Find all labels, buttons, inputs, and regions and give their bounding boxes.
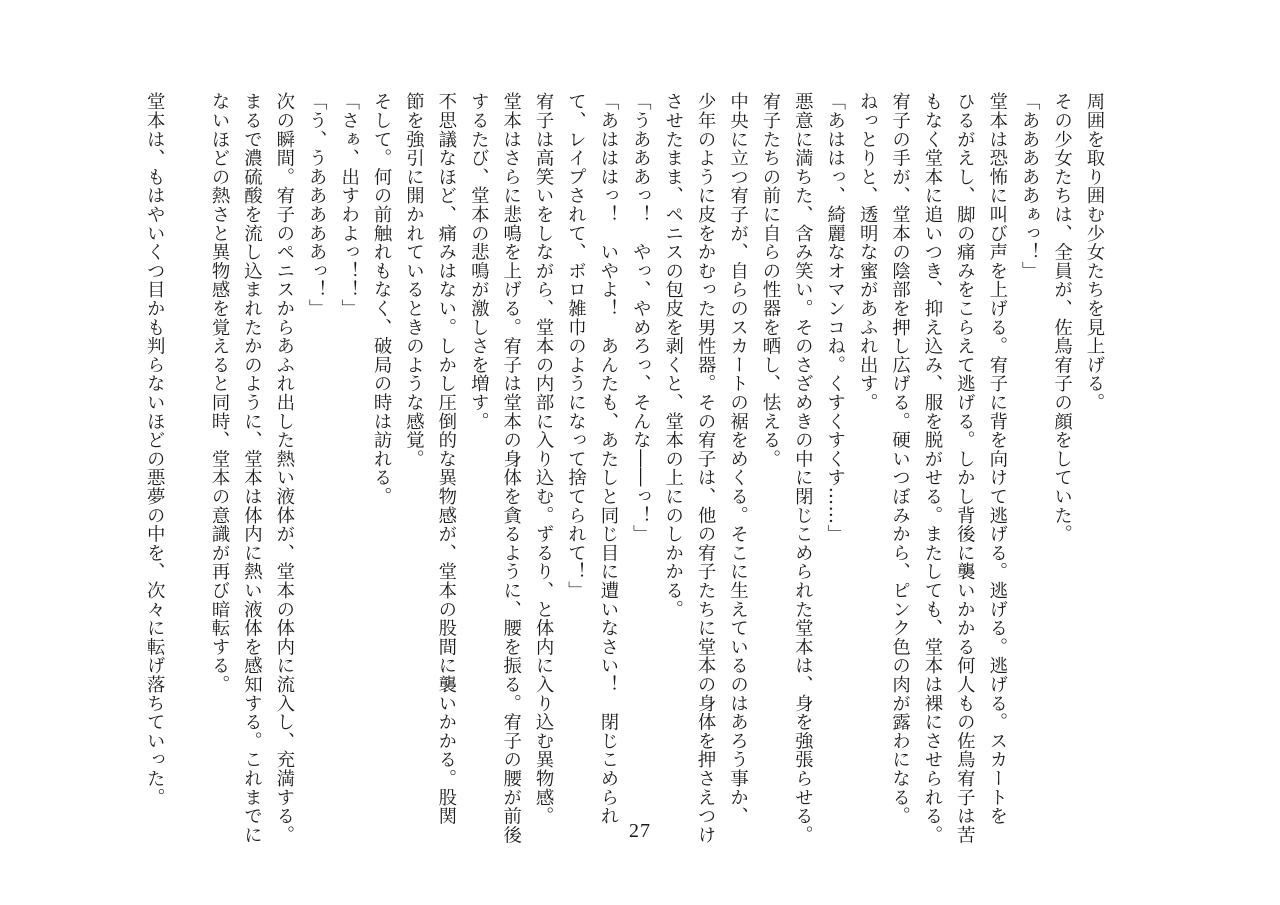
text-line: 少年のように皮をかむった男性器。その宥子は、他の宥子たちに堂本の身体を押さえつけ [695,92,717,844]
text-line: 悪意に満ちた、含み笑い。そのさざめきの中に閉じこめられた堂本は、身を強張らせる。 [792,92,814,844]
text-line: ねっとりと、透明な蜜があふれ出す。 [857,92,879,412]
text-line: 「あはははっ！ いやよ！ あんたも、あたしと同じ目に遭いなさい！ 閉じこめられ [597,92,619,826]
text-line: まるで濃硫酸を流し込まれたかのように、堂本は体内に熱い液体を感知する。これまでに [241,92,263,844]
text-line: 次の瞬間。宥子のペニスからあふれ出した熱い液体が、堂本の体内に流入し、充満する。 [273,92,295,844]
text-line: 宥子の手が、堂本の陰部を押し広げる。硬いつぼみから、ピンク色の肉が露わになる。 [889,92,911,826]
text-line: ひるがえし、脚の痛みをこらえて逃げる。しかし背後に襲いかかる何人もの佐鳥宥子は苦 [954,92,976,844]
text-line: 不思議なほど、痛みはない。しかし圧倒的な異物感が、堂本の股間に襲いかかる。股関 [435,92,457,826]
page-number: 27 [629,820,651,842]
text-line: その少女たちは、全員が、佐鳥宥子の顔をしていた。 [1051,92,1073,544]
text-line: 「あああああぁっ！」 [1019,92,1041,280]
text-line: するたび、堂本の悲鳴が激しさを増す。 [468,92,490,431]
text-line: させたまま、ペニスの包皮を剥くと、堂本の上にのしかかる。 [662,92,684,619]
text-line: 節を強引に開かれているときのような感覚。 [403,92,425,468]
text-line: 周囲を取り囲む少女たちを見上げる。 [1084,92,1105,412]
text-line: 中央に立つ宥子が、自らのスカートの裾をめくる。そこに生えているのはあろう事か、 [727,92,749,826]
text-line: 「さぁ、出すわよっ！！」 [338,92,360,318]
text-line: て、レイプされて、ボロ雑巾のようになって捨てられて！」 [565,92,587,600]
text-line: ないほどの熱さと異物感を覚えると同時、堂本の意識が再び暗転する。 [209,92,231,694]
text-line: 堂本はさらに悲鳴を上げる。宥子は堂本の身体を貪るように、腰を振る。宥子の腰が前後 [500,92,522,844]
text-line: 「うあああっ！ やっ、やめろっ、そんな――っ！」 [630,92,652,544]
text-line: 堂本は、もはやいくつ目かも判らないほどの悪夢の中を、次々に転げ落ちていった。 [144,92,166,807]
text-line: そして。何の前触れもなく、破局の時は訪れる。 [371,92,393,506]
blank-line [170,92,202,812]
text-line: 宥子たちの前に自らの性器を晒し、怯える。 [759,92,781,468]
text-line: 「あははっ、綺麗なオマンコね。くすくすくす……」 [824,92,846,544]
text-line: 宥子は高笑いをしながら、堂本の内部に入り込む。ずるり、と体内に入り込む異物感。 [533,92,555,826]
text-line: もなく堂本に追いつき、抑え込み、服を脱がせる。またしても、堂本は裸にさせられる。 [921,92,943,844]
text-line: 堂本は恐怖に叫び声を上げる。宥子に背を向けて逃げる。逃げる。逃げる。スカートを [986,92,1008,826]
text-line: 「う、うあああああっ！」 [306,92,328,318]
